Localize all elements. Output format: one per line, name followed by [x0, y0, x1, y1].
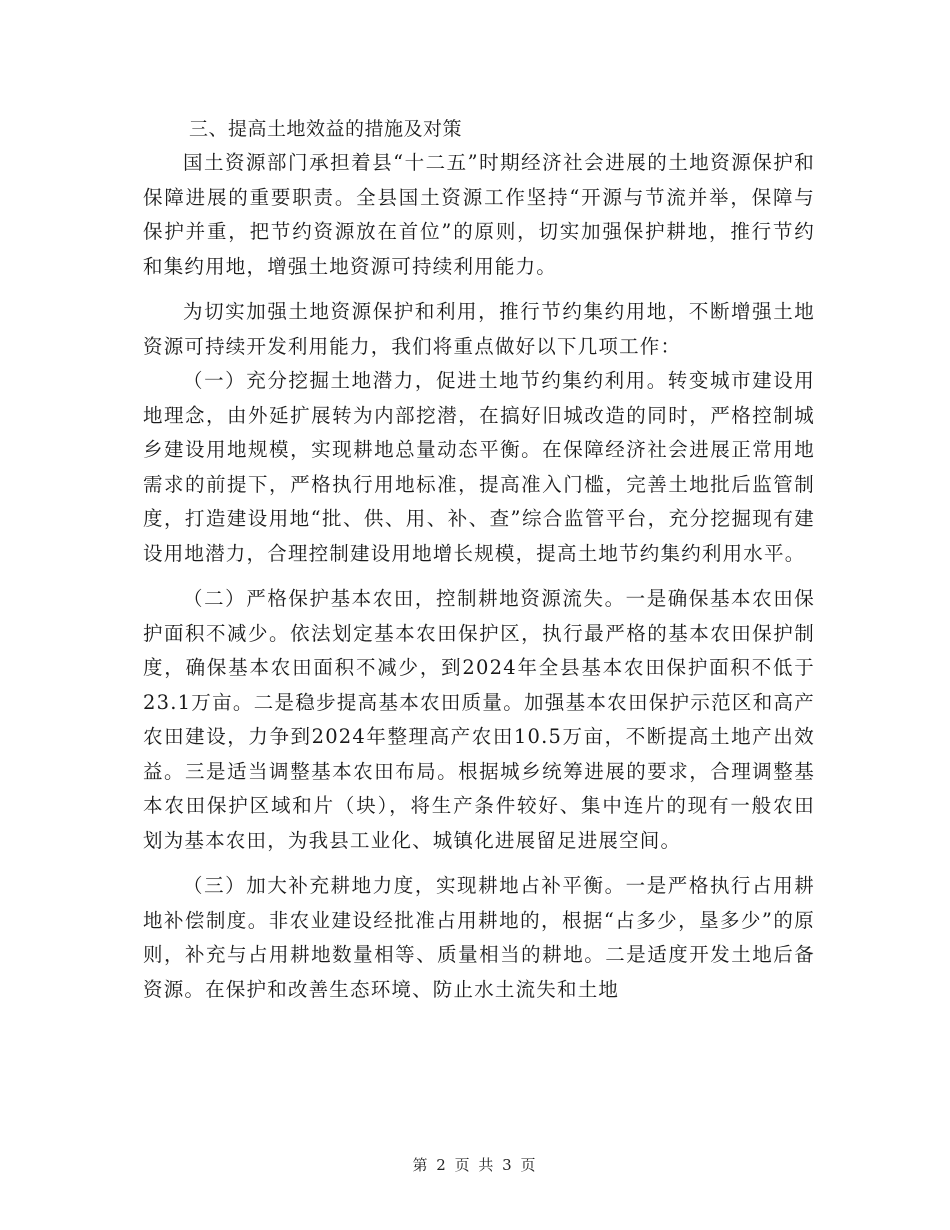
paragraph-2: 为切实加强土地资源保护和利用，推行节约集约用地，不断增强土地资源可持续开发利用能力，我们将重点做好以下几项工作： [143, 300, 815, 358]
paragraph-5: （三）加大补充耕地力度，实现耕地占补平衡。一是严格执行占用耕地补偿制度。非农业建设经批准占用耕地的，根据“占多少，垦多少”的原则，补充与占用耕地数量相等、质量相当的耕地。二是适度开发土地后备资源。在保护和改善生态环境、防止水土流失和土地 [143, 874, 815, 1001]
paragraph-3: （一）充分挖掘土地潜力，促进土地节约集约利用。转变城市建设用地理念，由外延扩展转为内部挖潜，在搞好旧城改造的同时，严格控制城乡建设用地规模，实现耕地总量动态平衡。在保障经济社会进展正常用地需求的前提下，严格执行用地标准，提高准入门槛，完善土地批后监管制度，打造建设用地“批、供、用、补、查”综合监管平台，充分挖掘现有建设用地潜力，合理控制建设用地增长规模，提高土地节约集约利用水平。 [143, 369, 815, 565]
document-body [143, 112, 815, 1007]
paragraph-1: 国土资源部门承担着县“十二五”时期经济社会进展的土地资源保护和保障进展的重要职责。全县国土资源工作坚持“开源与节流并举，保障与保护并重，把节约资源放在首位”的原则，切实加强保护耕地，推行节约和集约用地，增强土地资源可持续利用能力。 [143, 151, 815, 278]
page-footer: 第 2 页 共 3 页 [412, 1156, 538, 1174]
section-heading: 三、提高土地效益的措施及对策 [189, 118, 463, 140]
paragraph-4: （二）严格保护基本农田，控制耕地资源流失。一是确保基本农田保护面积不减少。依法划定基本农田保护区，执行最严格的基本农田保护制度，确保基本农田面积不减少，到2024年全县基本农田保护面积不低于23.1万亩。二是稳步提高基本农田质量。加强基本农田保护示范区和高产农田建设，力争到2024年整理高产农田10.5万亩，不断提高土地产出效益。三是适当调整基本农田布局。根据城乡统筹进展的要求，合理调整基本农田保护区域和片（块），将生产条件较好、集中连片的现有一般农田划为基本农田，为我县工业化、城镇化进展留足进展空间。 [143, 587, 815, 852]
